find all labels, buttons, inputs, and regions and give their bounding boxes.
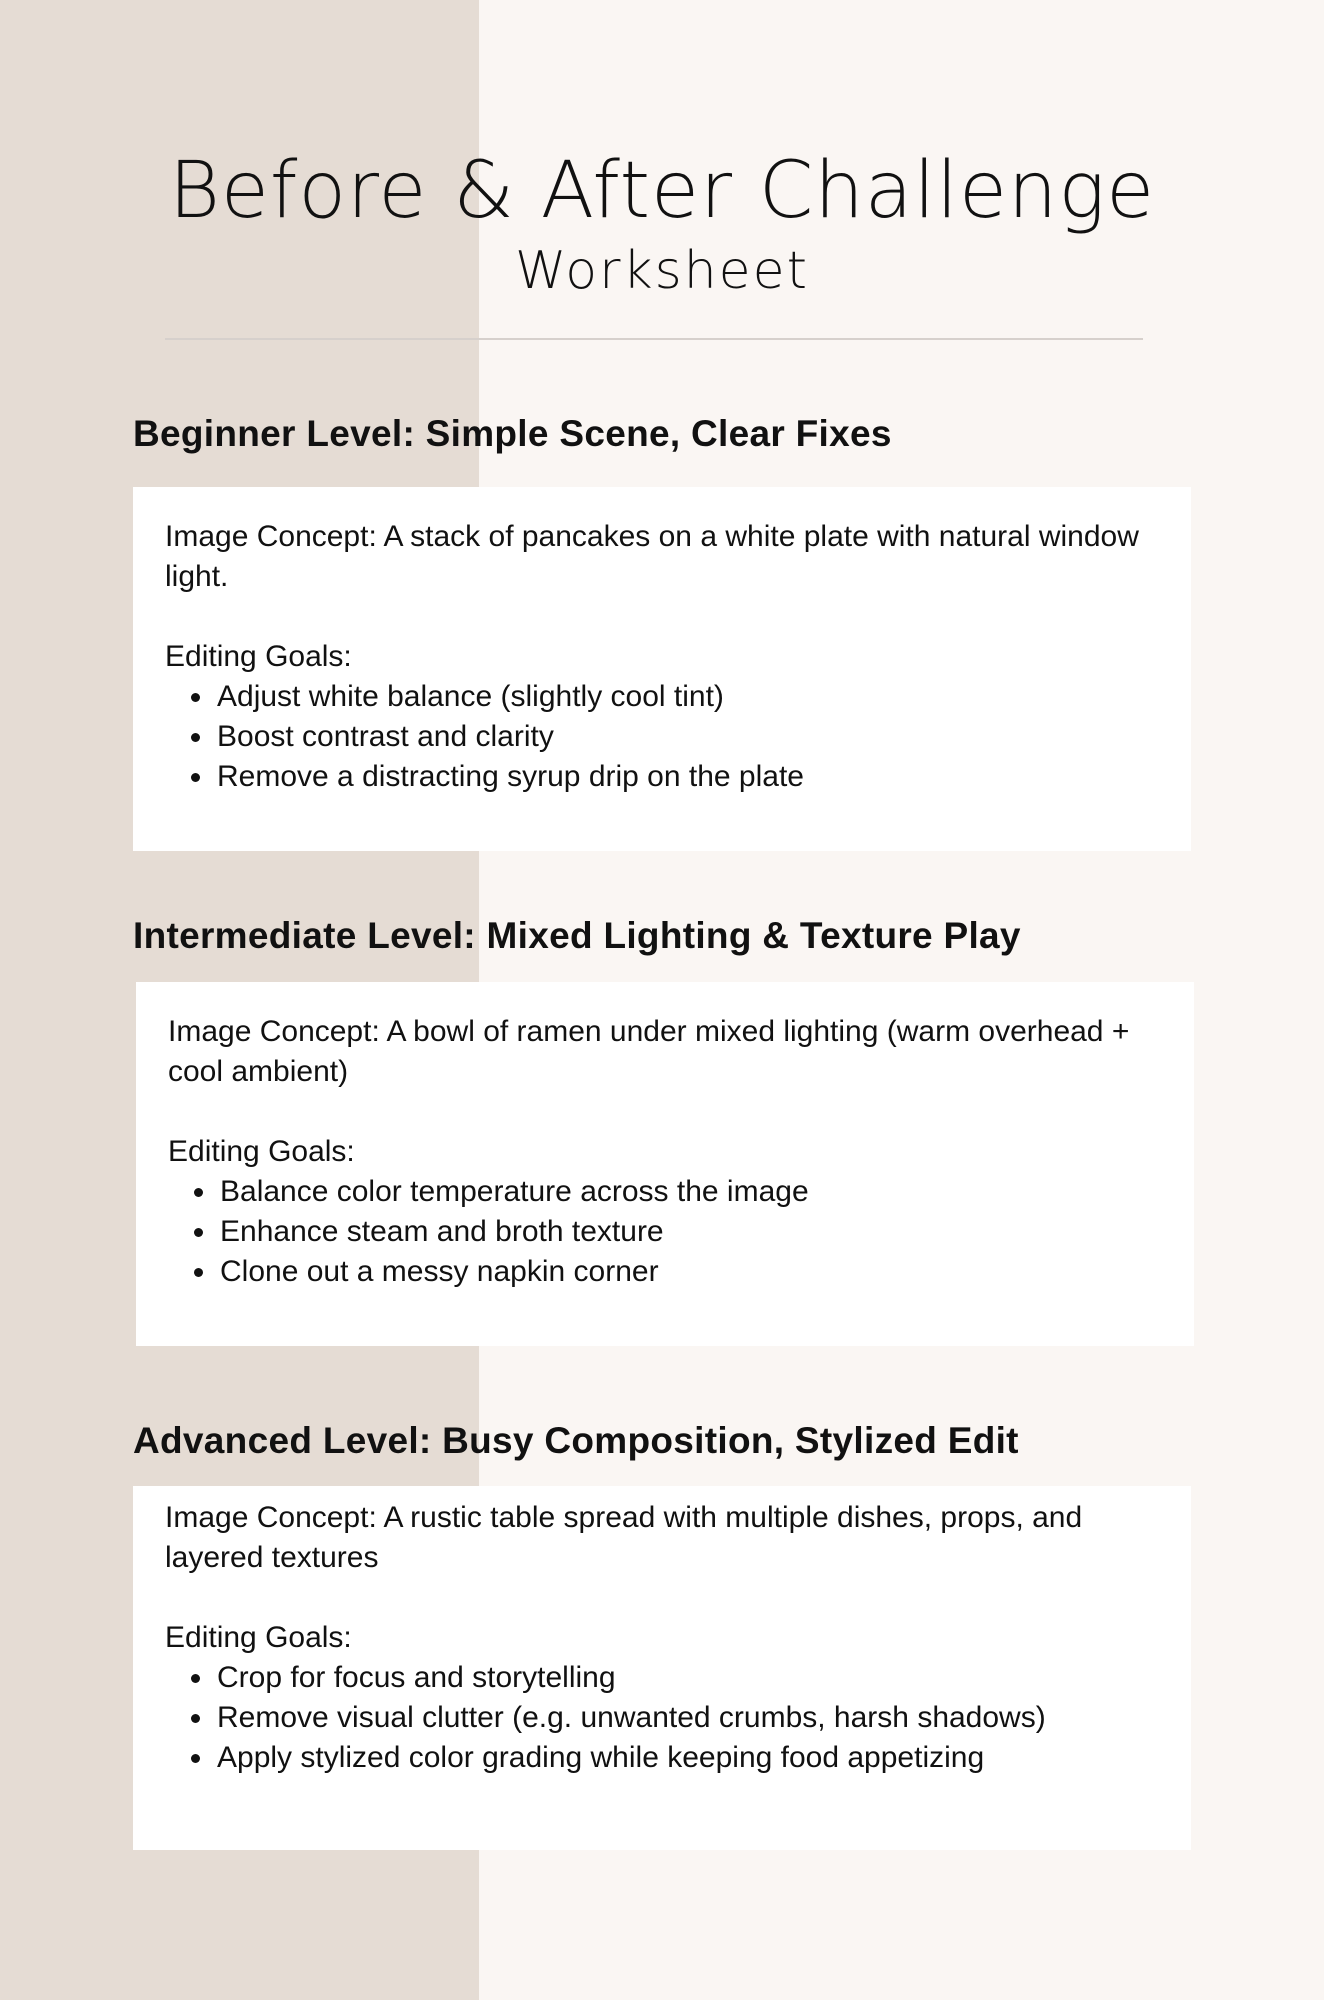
list-item: • Boost contrast and clarity — [215, 717, 1161, 757]
card-intermediate — [136, 982, 1194, 1346]
editing-goals-label: Editing Goals: — [165, 1621, 352, 1654]
list-item: • Crop for focus and storytelling — [215, 1658, 1161, 1698]
section-heading-intermediate: Intermediate Level: Mixed Lighting & Texture Play — [133, 915, 1021, 956]
page-subtitle: Worksheet — [514, 241, 810, 301]
list-item: • Balance color temperature across the image — [218, 1172, 1164, 1212]
editing-goals-list — [168, 1172, 1164, 1292]
editing-goals-list — [165, 1658, 1161, 1778]
image-concept-text: Image Concept: A stack of pancakes on a white plate with natural window light. — [165, 520, 1139, 593]
list-item: • Enhance steam and broth texture — [218, 1212, 1164, 1252]
editing-goals-list — [165, 677, 1161, 797]
list-item: • Adjust white balance (slightly cool tint) — [215, 677, 1161, 717]
page-title: Before & After Challenge — [168, 146, 1156, 236]
image-concept-text: Image Concept: A bowl of ramen under mixed lighting (warm overhead + cool ambient) — [168, 1015, 1130, 1088]
image-concept-text: Image Concept: A rustic table spread with multiple dishes, props, and layered textures — [165, 1501, 1083, 1574]
list-item: • Clone out a messy napkin corner — [218, 1252, 1164, 1292]
section-heading-beginner: Beginner Level: Simple Scene, Clear Fixes — [133, 413, 892, 454]
list-item: • Remove a distracting syrup drip on the plate — [215, 757, 1161, 797]
list-item: • Apply stylized color grading while keeping food appetizing — [215, 1738, 1161, 1778]
card-advanced — [133, 1486, 1191, 1850]
editing-goals-label: Editing Goals: — [165, 640, 352, 673]
editing-goals-label: Editing Goals: — [168, 1135, 355, 1168]
title-divider — [165, 338, 1143, 340]
card-beginner — [133, 487, 1191, 851]
list-item: • Remove visual clutter (e.g. unwanted crumbs, harsh shadows) — [215, 1698, 1161, 1738]
section-heading-advanced: Advanced Level: Busy Composition, Stylized Edit — [133, 1420, 1019, 1461]
